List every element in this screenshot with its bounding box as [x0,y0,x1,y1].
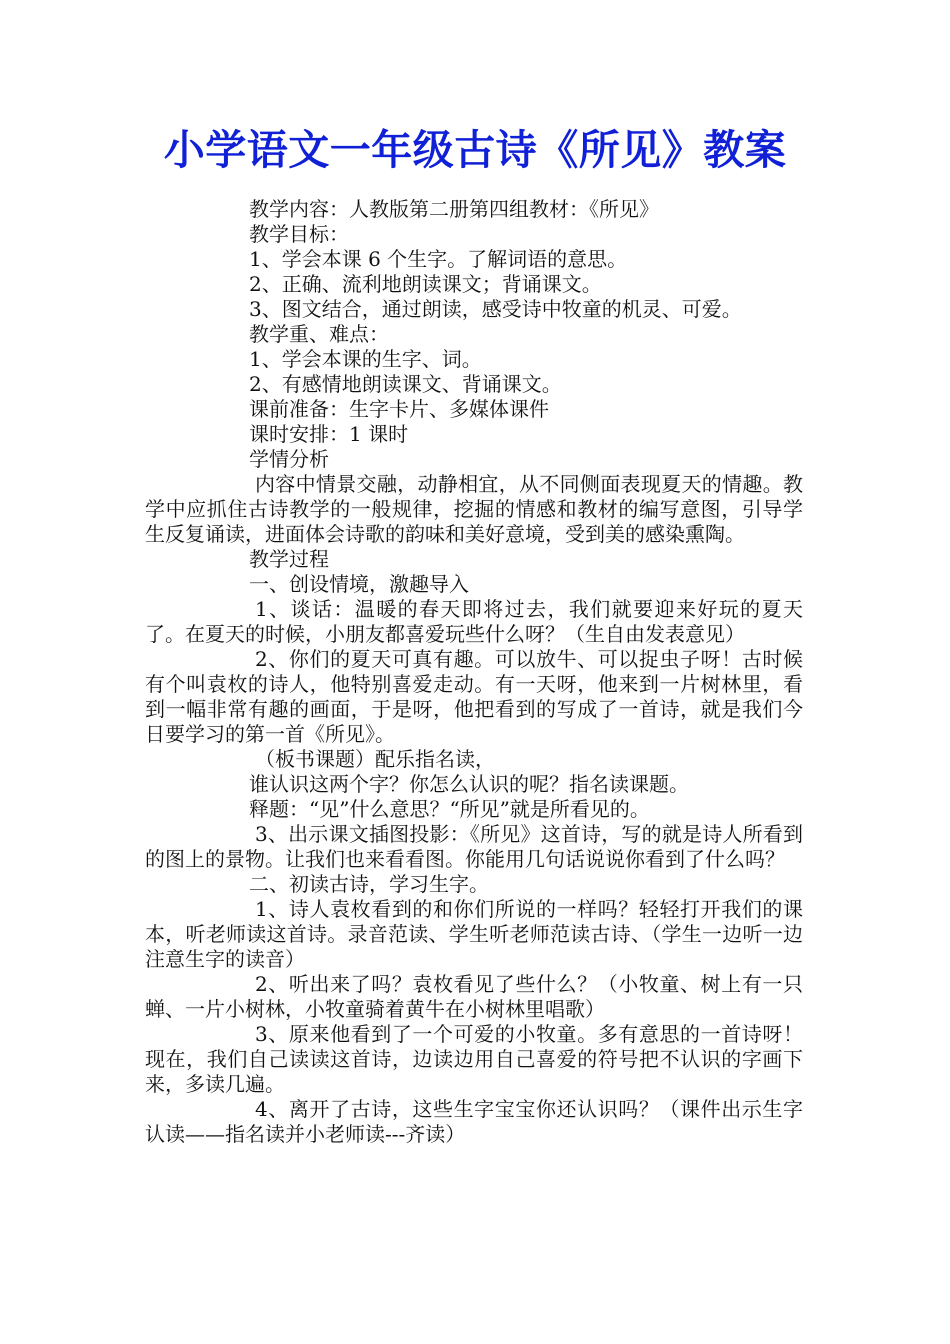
section-heading: 二、初读古诗，学习生字。 [249,872,489,896]
preparation: 课前准备：生字卡片、多媒体课件 [249,397,549,421]
key-point-item: 2、有感情地朗读课文、背诵课文。 [249,372,562,396]
schedule: 课时安排：1 课时 [249,422,409,446]
document-title: 小学语文一年级古诗《所见》教案 [163,126,787,174]
paragraph: 2、你们的夏天可真有趣。可以放牛、可以捉虫子呀！古时候有个叫袁枚的诗人，他特别喜爱走动。有一天呀，他来到一片树林里，看到一幅非常有趣的画面，于是呀，他把看到的写成了一首诗，就是我们今日要学习的第一首《所见》。 [145,647,803,746]
key-point-item: 1、学会本课的生字、词。 [249,347,482,371]
paragraph: 1、谈话：温暖的春天即将过去，我们就要迎来好玩的夏天了。在夏天的时候，小朋友都喜爱玩些什么呀？（生自由发表意见） [145,597,803,646]
analysis-paragraph: 内容中情景交融，动静相宜，从不同侧面表现夏天的情趣。教学中应抓住古诗教学的一般规律，挖掘的情感和教材的编写意图，引导学生反复诵读，进面体会诗歌的韵味和美好意境，受到美的感染熏陶。 [145,472,803,546]
paragraph: 2、听出来了吗？袁枚看见了些什么？（小牧童、树上有一只蝉、一片小树林，小牧童骑着黄牛在小树林里唱歌） [145,972,803,1021]
teaching-goals-heading: 教学目标： [249,222,349,246]
paragraph: 1、诗人袁枚看到的和你们所说的一样吗？轻轻打开我们的课本，听老师读这首诗。录音范读、学生听老师范读古诗、（学生一边听一边注意生字的读音） [145,897,803,971]
paragraph: 4、离开了古诗，这些生字宝宝你还认识吗？（课件出示生字认读——指名读并小老师读---齐读） [145,1097,803,1146]
goal-item: 3、图文结合，通过朗读，感受诗中牧童的机灵、可爱。 [249,297,742,321]
key-points-heading: 教学重、难点： [249,322,389,346]
analysis-heading: 学情分析 [249,447,329,471]
paragraph: 释题：“见”什么意思？“所见”就是所看见的。 [249,797,650,821]
paragraph: 3、原来他看到了一个可爱的小牧童。多有意思的一首诗呀！现在，我们自己读读这首诗，边读边用自己喜爱的符号把不认识的字画下来，多读几遍。 [145,1022,803,1096]
section-heading: 一、创设情境，激趣导入 [249,572,469,596]
teaching-content: 教学内容：人教版第二册第四组教材：《所见》 [249,197,659,221]
process-heading: 教学过程 [249,547,329,571]
goal-item: 1、学会本课 6 个生字。了解词语的意思。 [249,247,628,271]
paragraph: （板书课题）配乐指名读， [255,747,495,771]
paragraph: 3、出示课文插图投影：《所见》这首诗，写的就是诗人所看到的图上的景物。让我们也来看看图。你能用几句话说说你看到了什么吗？ [145,822,803,871]
goal-item: 2、正确、流利地朗读课文；背诵课文。 [249,272,602,296]
paragraph: 谁认识这两个字？你怎么认识的呢？指名读课题。 [249,772,689,796]
document-body [145,197,803,1147]
